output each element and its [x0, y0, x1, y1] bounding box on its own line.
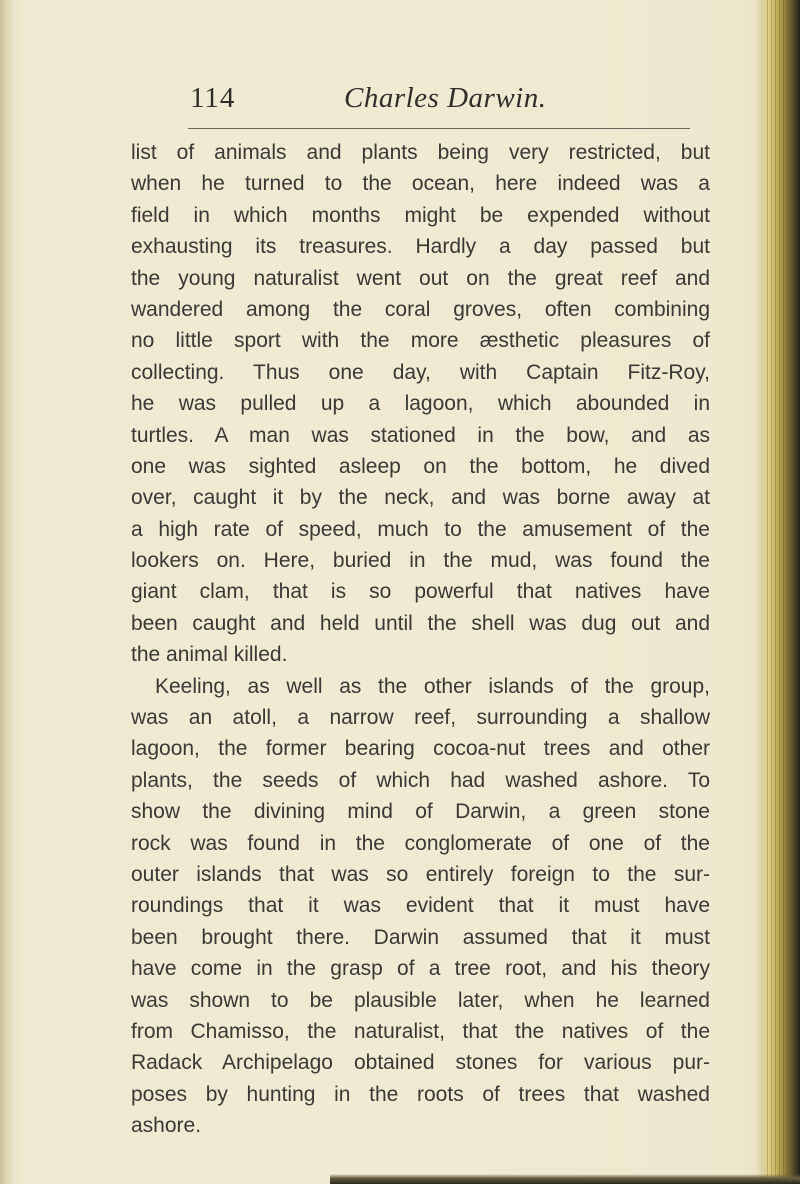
text-line: he was pulled up a lagoon, which abounded in	[131, 392, 710, 416]
text-line: show the divining mind of Darwin, a green stone	[131, 800, 710, 824]
text-line: lagoon, the former bearing cocoa-nut trees and other	[131, 737, 710, 761]
page-number: 114	[190, 82, 236, 114]
text-line: over, caught it by the neck, and was borne away at	[131, 486, 710, 510]
bottom-edge	[330, 1174, 800, 1184]
text-line: ashore.	[131, 1114, 202, 1138]
text-line: rock was found in the conglomerate of one of the	[131, 831, 710, 855]
text-line: been brought there. Darwin assumed that it must	[131, 925, 710, 949]
text-line: been caught and held until the shell was dug out and	[131, 611, 710, 635]
text-line: roundings that it was evident that it must have	[131, 894, 710, 918]
text-line: was shown to be plausible later, when he learned	[131, 988, 710, 1012]
text-line: the animal killed.	[131, 643, 288, 667]
text-line: a high rate of speed, much to the amusement of the	[131, 517, 710, 541]
header-rule	[188, 128, 690, 129]
text-line: wandered among the coral groves, often combining	[131, 297, 710, 321]
text-line: Radack Archipelago obtained stones for various pur-	[131, 1051, 710, 1075]
text-line: turtles. A man was stationed in the bow, and as	[131, 423, 710, 447]
text-line: list of animals and plants being very restricted, but	[131, 141, 710, 164]
body-text	[131, 137, 710, 1142]
text-line: was an atoll, a narrow reef, surrounding a shallow	[131, 706, 710, 730]
text-line: one was sighted asleep on the bottom, he dived	[131, 454, 710, 478]
page-header	[190, 82, 690, 122]
text-line: field in which months might be expended without	[131, 203, 710, 227]
text-line: outer islands that was so entirely foreign to the sur-	[131, 862, 710, 886]
text-line: plants, the seeds of which had washed ashore. To	[131, 768, 710, 792]
text-line: the young naturalist went out on the great reef and	[131, 266, 710, 290]
text-line: when he turned to the ocean, here indeed was a	[131, 172, 710, 196]
text-line: from Chamisso, the naturalist, that the natives of the	[131, 1019, 710, 1043]
text-line: have come in the grasp of a tree root, and his theory	[131, 957, 710, 981]
text-line: collecting. Thus one day, with Captain Fitz-Roy,	[131, 360, 710, 384]
text-line: poses by hunting in the roots of trees that washed	[131, 1082, 710, 1106]
page-edge-lines	[764, 0, 790, 1184]
text-line: exhausting its treasures. Hardly a day passed but	[131, 235, 710, 259]
binding-shadow	[0, 0, 14, 1184]
text-line: giant clam, that is so powerful that natives have	[131, 580, 710, 604]
text-line: lookers on. Here, buried in the mud, was found the	[131, 549, 710, 573]
text-line: no little sport with the more æsthetic pleasures of	[131, 329, 710, 353]
running-title: Charles Darwin.	[344, 82, 547, 114]
paragraph-start-line: Keeling, as well as the other islands of the group,	[155, 674, 710, 698]
